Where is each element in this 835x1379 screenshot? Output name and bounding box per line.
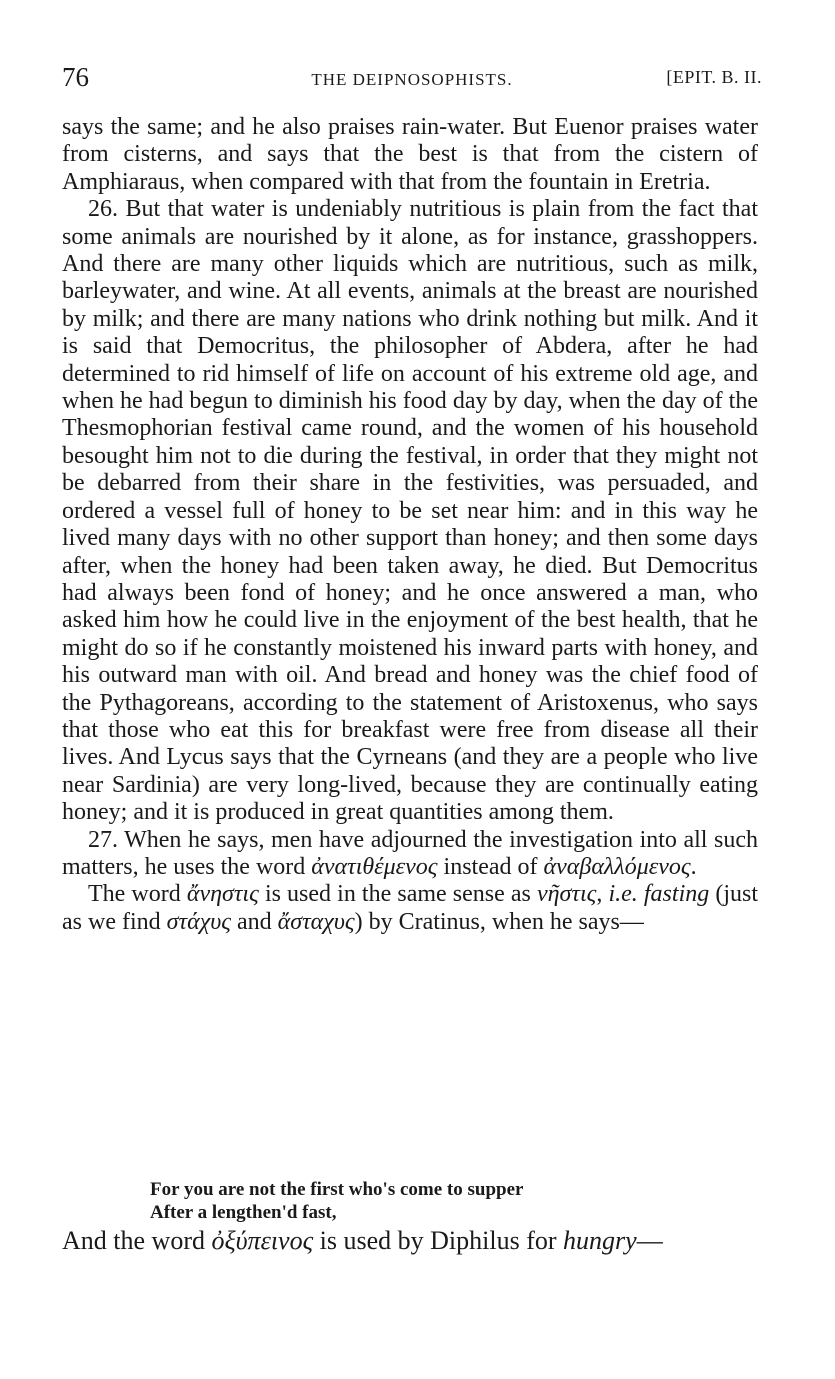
greek-word-anestis: ἄνηστις <box>186 881 259 908</box>
word-hungry: hungry <box>563 1226 637 1255</box>
closing-text-a: And the word <box>62 1226 212 1255</box>
verse-quotation <box>150 1178 523 1224</box>
paragraph-anestis-text-b: is used in the same sense as <box>258 881 537 908</box>
closing-text-b: is used by Diphilus for <box>313 1226 564 1255</box>
body-text <box>62 114 758 936</box>
page-header <box>62 62 762 98</box>
greek-word-stachys: στάχυς <box>166 908 231 935</box>
greek-word-astachys: ἄσταχυς <box>277 908 355 935</box>
greek-word-anaballomenos: ἀναβαλλόμενος <box>543 853 691 880</box>
paragraph-27 <box>62 827 758 882</box>
paragraph-27-text-c: . <box>690 853 697 880</box>
verse-line-2: After a lengthen'd fast, <box>150 1202 337 1223</box>
page-number: 76 <box>62 62 89 92</box>
paragraph-1: says the same; and he also praises rain-water. But Euenor praises water from cisterns, and says that the best is that from the cistern of Amphiaraus, when compared with that from the fountain in Eretria. <box>62 114 758 195</box>
paragraph-anestis-text-e: and <box>230 908 278 935</box>
paragraph-anestis <box>62 881 758 936</box>
paragraph-anestis-text-f: ) by Cratinus, when he says— <box>354 908 644 935</box>
paragraph-anestis-text-d: (just as we find <box>62 881 759 935</box>
verse-line-1: For you are not the first who's come to supper <box>150 1179 524 1200</box>
paragraph-27-text-a: 27. When he says, men have adjourned the investigation into all such matters, he uses the word <box>62 826 758 880</box>
running-title: THE DEIPNOSOPHISTS. <box>311 70 513 89</box>
greek-word-oxypeinos: ὀξύπεινος <box>211 1226 314 1255</box>
word-fasting: fasting <box>643 881 710 908</box>
paragraph-anestis-text-a: The word <box>88 881 187 908</box>
closing-line <box>62 1226 762 1256</box>
closing-dash: — <box>636 1226 663 1255</box>
section-reference: [EPIT. B. II. <box>666 67 762 87</box>
greek-word-nestis: νῆστις <box>536 881 597 908</box>
greek-word-anatithemenos: ἀνατιθέμενος <box>311 853 438 880</box>
abbreviation-ie: i.e. <box>608 881 638 908</box>
paragraph-anestis-text-c: , <box>596 881 609 908</box>
paragraph-26: 26. But that water is undeniably nutritious is plain from the fact that some animals are nourished by it alone, as for instance, grasshoppers. And there are many other liquids which are nutritious, such as milk, barleywater, and wine. At all events, animals at the breast are nourished by milk; and there are many nations who drink nothing but milk. And it is said that Democritus, the philosopher of Abdera, after he had determined to rid himself of life on account of his extreme old age, and when he had begun to diminish his food day by day, when the day of the Thesmophorian festival came round, and the women of his household besought him not to die during the festival, in order that they might not be debarred from their share in the festivities, was persuaded, and ordered a vessel full of honey to be set near him: and in this way he lived many days with no other support than honey; and then some days after, when the honey had been taken away, he died. But Democritus had always been fond of honey; and he once answered a man, who asked him how he could live in the enjoyment of the best health, that he might do so if he constantly moistened his inward parts with honey, and his outward man with oil. And bread and honey was the chief food of the Pythagoreans, according to the statement of Aristoxenus, who says that those who eat this for breakfast were free from disease all their lives. And Lycus says that the Cyrneans (and they are a people who live near Sardinia) are very long-lived, because they are continually eating honey; and it is produced in great quantities among them. <box>62 196 758 826</box>
paragraph-27-text-b: instead of <box>437 853 544 880</box>
